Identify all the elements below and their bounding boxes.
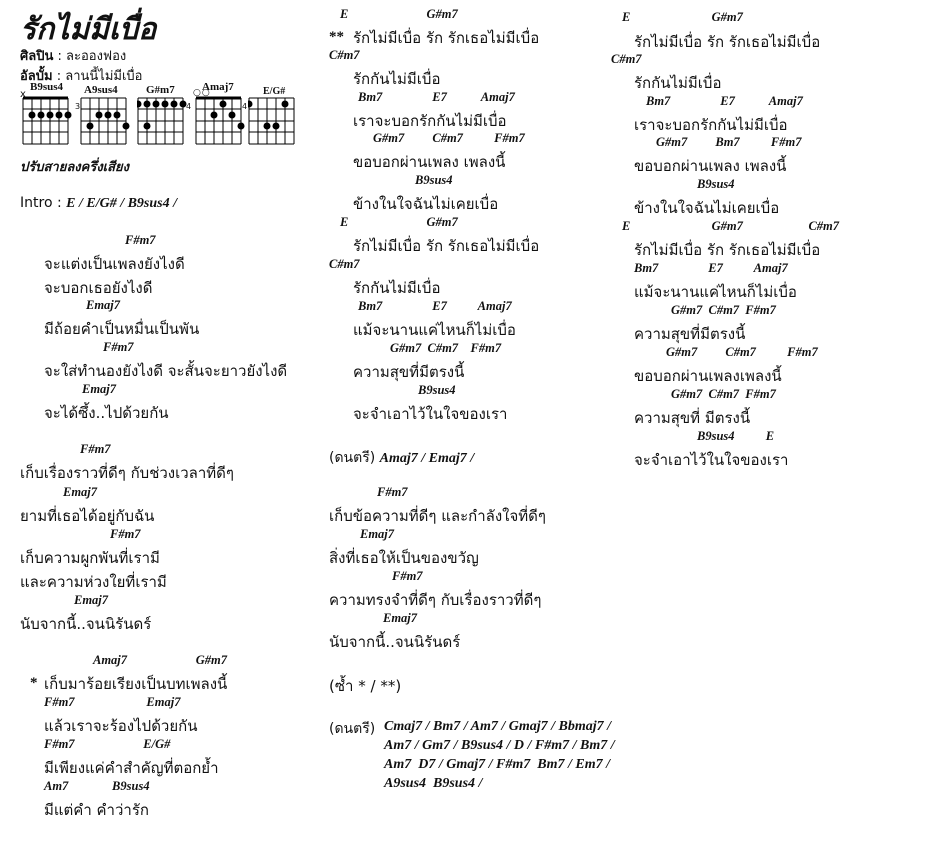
chord-diagram-amaj7: [195, 96, 248, 148]
chord-line: F#m7: [80, 442, 111, 456]
lyric-line: ความสุขที่ มีตรงนี้: [634, 409, 751, 427]
artist-label: ศิลปิน: [20, 49, 54, 64]
chord-line: F#m7: [125, 233, 156, 247]
interlude-chords-line: Am7 D7 / Gmaj7 / F#m7 Bm7 / Em7 /: [384, 757, 610, 772]
lyric-line: มีถ้อยคำเป็นหมื่นเป็นพัน: [44, 320, 200, 338]
lyric-line: จะจำเอาไว้ในใจของเรา: [634, 451, 789, 469]
chord-diagram-a9sus4: [80, 96, 130, 148]
chord-line: F#m7: [392, 569, 423, 583]
chord-line: B9sus4: [415, 173, 453, 187]
chord-line: G#m7 C#m7 F#m7: [671, 303, 776, 317]
chord-line: F#m7 E/G#: [44, 737, 171, 751]
lyric-line: ขอบอกผ่านเพลง เพลงนี้: [634, 157, 787, 175]
lyric-line: รักกันไม่มีเบื่อ: [353, 279, 441, 297]
lyric-line: รักไม่มีเบื่อ รัก รักเธอไม่มีเบื่อ: [634, 241, 821, 259]
lyric-line: จะใส่ทำนองยังไงดี จะสั้นจะยาวยังไงดี: [44, 362, 288, 380]
chord-line: B9sus4: [418, 383, 456, 397]
intro-label: Intro :: [20, 195, 67, 211]
chord-line: E G#m7 C#m7: [622, 219, 840, 233]
lyric-line: เราจะบอกรักกันไม่มีเบื่อ: [634, 116, 788, 134]
chord-diagram-name: B9sus4: [30, 81, 64, 93]
lyric-line: รักไม่มีเบื่อ รัก รักเธอไม่มีเบื่อ: [353, 29, 540, 47]
lyric-line: เราจะบอกรักกันไม่มีเบื่อ: [353, 112, 507, 130]
artist-line: [20, 45, 126, 66]
intro-line: [20, 195, 177, 212]
lyric-line: มีแต่คำ คำว่ารัก: [44, 801, 149, 819]
interlude-label: (ดนตรี): [329, 721, 376, 737]
chord-line: G#m7 C#m7 F#m7: [671, 387, 776, 401]
interlude-label: (ดนตรี): [329, 450, 376, 466]
chord-line: Emaj7: [63, 485, 98, 499]
chord-diagram-e-over-gsharp: [248, 96, 298, 148]
fret-number: 4: [242, 102, 248, 111]
mute-marker: x: [20, 89, 26, 100]
open-string-markers: ○○: [193, 88, 211, 98]
chord-line: Bm7 E7 Amaj7: [646, 94, 803, 108]
intro-chords: E / E/G# / B9sus4 /: [66, 196, 177, 211]
interlude-chords-line: Cmaj7 / Bm7 / Am7 / Gmaj7 / Bbmaj7 /: [384, 719, 612, 734]
lyric-line: ขอบอกผ่านเพลงเพลงนี้: [634, 367, 782, 385]
lyric-line: จะแต่งเป็นเพลงยังไงดี: [44, 255, 185, 273]
chord-diagram-name: G#m7: [146, 84, 175, 96]
chord-line: E G#m7: [340, 7, 458, 21]
lyric-line: แล้วเราจะร้องไปด้วยกัน: [44, 717, 198, 735]
lyric-line: ข้างในใจฉันไม่เคยเบื่อ: [634, 199, 780, 217]
lyric-line: ขอบอกผ่านเพลง เพลงนี้: [353, 153, 506, 171]
lyric-line: จะได้ซึ้ง..ไปด้วยกัน: [44, 404, 169, 422]
chord-diagram-name: E/G#: [263, 86, 286, 97]
song-title: รักไม่มีเบื่อ: [20, 12, 157, 47]
chord-line: G#m7 C#m7 F#m7: [666, 345, 818, 359]
interlude-chords-line: Am7 / Gm7 / B9sus4 / D / F#m7 / Bm7 /: [384, 738, 615, 753]
tuning-note: ปรับสายลงครึ่งเสียง: [20, 160, 130, 175]
chord-line: C#m7: [329, 257, 360, 271]
chord-line: Emaj7: [74, 593, 109, 607]
fret-number: 3: [75, 102, 81, 111]
lyric-line: แม้จะนานแค่ไหนก็ไม่เบื่อ: [634, 283, 797, 301]
lyric-line: รักไม่มีเบื่อ รัก รักเธอไม่มีเบื่อ: [353, 237, 540, 255]
chord-diagram-b9sus4: [22, 96, 72, 148]
chord-line: F#m7: [110, 527, 141, 541]
chord-diagram-name: A9sus4: [84, 84, 118, 96]
chord-diagram-name: Amaj7: [202, 81, 234, 93]
lyric-line: ความสุขที่มีตรงนี้: [353, 363, 465, 381]
chord-line: G#m7 C#m7 F#m7: [390, 341, 502, 355]
section-marker: *: [30, 675, 38, 691]
chord-line: E G#m7: [340, 215, 458, 229]
lyric-line: รักกันไม่มีเบื่อ: [353, 70, 441, 88]
lyric-line: ข้างในใจฉันไม่เคยเบื่อ: [353, 195, 499, 213]
chord-line: Am7 B9sus4: [44, 779, 150, 793]
chord-line: Amaj7 G#m7: [93, 653, 228, 667]
lyric-line: จะบอกเธอยังไงดี: [44, 279, 153, 297]
chord-line: G#m7 Bm7 F#m7: [656, 135, 802, 149]
lyric-line: รักไม่มีเบื่อ รัก รักเธอไม่มีเบื่อ: [634, 33, 821, 51]
chord-line: Emaj7: [383, 611, 418, 625]
interlude-chords: Amaj7 / Emaj7 /: [379, 451, 475, 466]
chord-line: C#m7: [329, 48, 360, 62]
lyric-line: สิ่งที่เธอให้เป็นของขวัญ: [329, 549, 479, 567]
interlude-line: [329, 447, 474, 469]
chord-line: Bm7 E7 Amaj7: [358, 90, 515, 104]
lyric-line: นับจากนี้..จนนิรันดร์: [329, 633, 461, 651]
chord-line: F#m7: [377, 485, 408, 499]
chord-line: Emaj7: [86, 298, 121, 312]
lyric-line: ยามที่เธอได้อยู่กับฉัน: [20, 507, 155, 525]
lyric-line: และความห่วงใยที่เรามี: [20, 573, 167, 591]
interlude-chords-line: A9sus4 B9sus4 /: [384, 776, 483, 791]
chord-line: E G#m7: [622, 10, 743, 24]
album-name: : ลานนี้ไม่มีเบื่อ: [52, 69, 143, 84]
lyric-line: เก็บความผูกพันที่เรามี: [20, 549, 160, 567]
lyric-line: ความทรงจำที่ดีๆ กับเรื่องราวที่ดีๆ: [329, 591, 542, 609]
chord-line: Bm7 E7 Amaj7: [358, 299, 512, 313]
chord-line: Bm7 E7 Amaj7: [634, 261, 788, 275]
section-marker: **: [329, 29, 344, 45]
lyric-line: มีเพียงแค่คำสำคัญที่ตอกย้ำ: [44, 759, 219, 777]
chord-line: B9sus4 E: [697, 429, 775, 443]
chord-line: Emaj7: [82, 382, 117, 396]
lyric-line: เก็บข้อความที่ดีๆ และกำลังใจที่ดีๆ: [329, 507, 546, 525]
chord-line: Emaj7: [360, 527, 395, 541]
fret-number: 4: [186, 102, 192, 111]
lyric-line: จะจำเอาไว้ในใจของเรา: [353, 405, 508, 423]
lyric-line: ความสุขที่มีตรงนี้: [634, 325, 746, 343]
chord-line: B9sus4: [697, 177, 735, 191]
chord-line: F#m7 Emaj7: [44, 695, 181, 709]
lyric-line: แม้จะนานแค่ไหนก็ไม่เบื่อ: [353, 321, 516, 339]
chord-line: C#m7: [611, 52, 642, 66]
album-label: อัลบั้ม: [20, 69, 53, 84]
chord-line: F#m7: [103, 340, 134, 354]
lyric-line: เก็บเรื่องราวที่ดีๆ กับช่วงเวลาที่ดีๆ: [20, 464, 234, 482]
repeat-instruction: (ซ้ำ * / **): [329, 677, 402, 695]
lyric-line: นับจากนี้..จนนิรันดร์: [20, 615, 152, 633]
chord-line: G#m7 C#m7 F#m7: [373, 131, 525, 145]
lyric-line: เก็บมาร้อยเรียงเป็นบทเพลงนี้: [44, 675, 228, 693]
lyric-line: รักกันไม่มีเบื่อ: [634, 74, 722, 92]
artist-name: : ละอองฟอง: [53, 49, 127, 64]
chord-diagram-gsharp-m7: [137, 96, 187, 148]
